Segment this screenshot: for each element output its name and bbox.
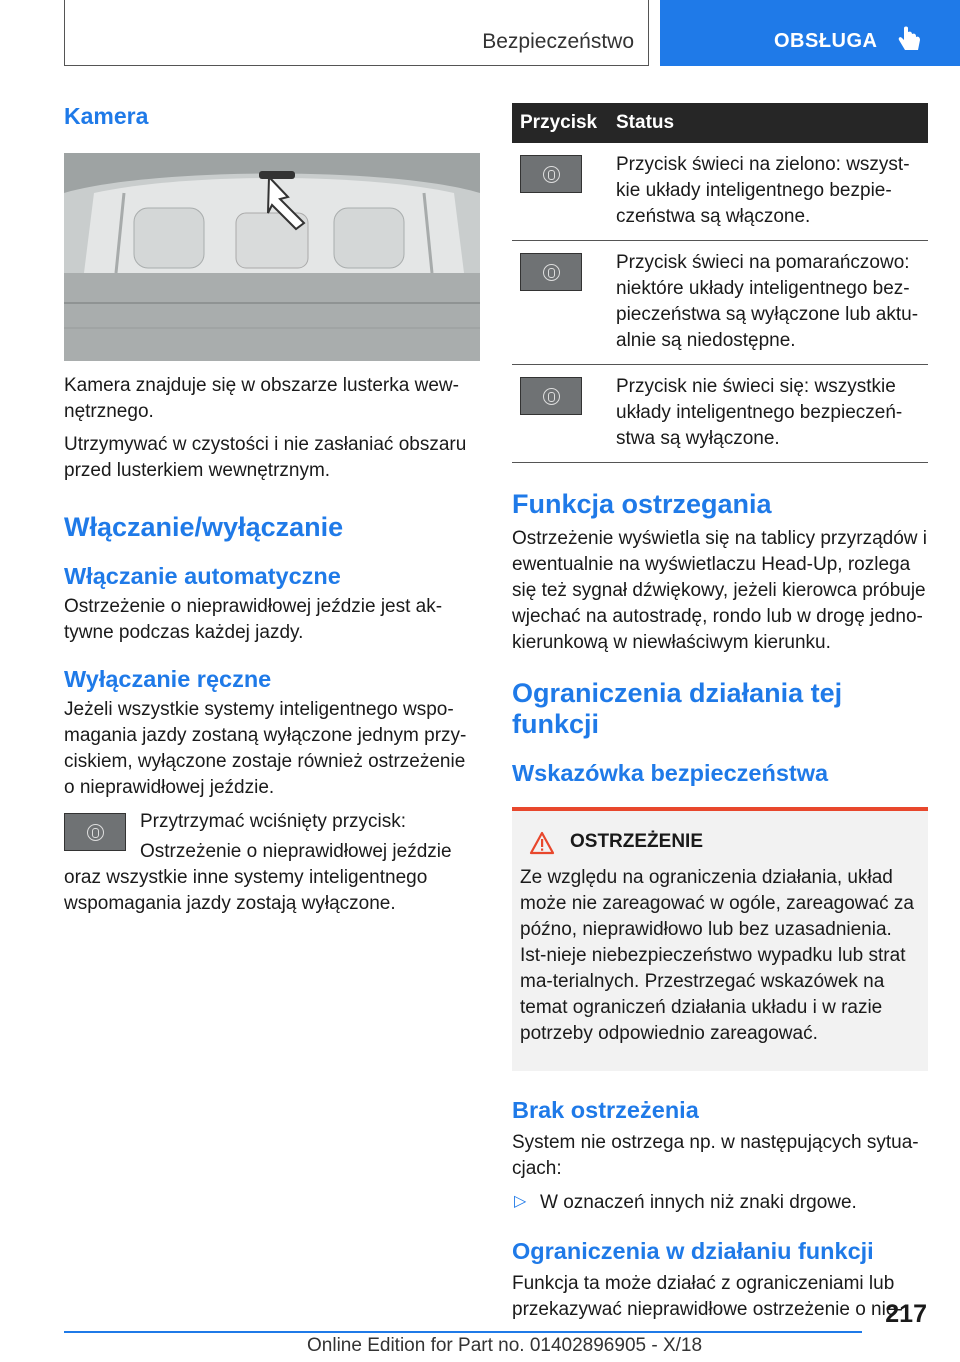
heading-wylaczanie-reczne: Wyłączanie ręczne [64,666,272,692]
warning-text: Ze względu na ograniczenia działania, układ może nie zareagować w ogóle, zareagować za późno, nieprawidłowo lub bez uzasadnienia. Ist-nieje niebezpieczeństwo wypadku lub strat ma-terialnych. Przestrzegać wskazówek na temat ograniczeń działania układu i w razie potrzeby odpowiednio zareagować. [520,867,914,1044]
footer-divider [64,1331,862,1333]
right-column [512,103,928,1323]
table-row [512,365,928,463]
heading-wlaczanie: Włączanie/wyłączanie [64,512,344,542]
bullet-list [512,1190,928,1216]
paragraph-ograniczenia-w-dzialaniu: Funkcja ta może działać z ograniczeniami lub przekazywać nieprawidłowe ostrzeżenie o nie- [512,1273,903,1320]
table-cell-status: Przycisk świeci na pomarańczowo: niektóre układy inteligentnego bez-pieczeństwa są wyłączone lub aktu-alnie są niedostępne. [608,241,928,365]
paragraph-przytrzymac: Przytrzymać wciśnięty przycisk: [140,811,407,832]
bullet-marker: ▷ [514,1193,527,1210]
safety-button-orange-icon [520,253,582,291]
header-section-title: Bezpieczeństwo [482,30,634,53]
table-cell-status: Przycisk nie świeci się: wszystkie układy inteligentnego bezpieczeń-stwa są wyłączone. [608,365,928,463]
table-row [512,241,928,365]
list-item: W oznaczeń innych niż znaki drgowe. [540,1192,857,1213]
header-section-tab [64,0,649,66]
button-instruction [64,809,480,861]
heading-ograniczenia: Ograniczenia działania tej funkcji [512,678,843,739]
header-chapter-tab [660,0,960,66]
warning-triangle-icon [529,831,555,855]
page-number: 217 [885,1300,927,1328]
paragraph-brak: System nie ostrzega np. w następujących sytua-cjach: [512,1132,919,1179]
table-header-przycisk: Przycisk [512,103,608,143]
table-row [512,143,928,241]
button-status-table [512,103,928,463]
heading-ograniczenia-w-dzialaniu: Ograniczenia w działaniu funkcji [512,1238,874,1264]
car-interior-illustration [64,153,480,361]
warning-title-row [520,831,920,859]
safety-button-green-icon [520,155,582,193]
paragraph-kamera-1: Kamera znajduje się w obszarze lusterka wew-nętrznego. [64,375,459,422]
footer-edition: Online Edition for Part no. 01402896905 - X/18 [307,1335,703,1356]
safety-button-off-icon [520,377,582,415]
header-chapter-title: OBSŁUGA [774,30,878,52]
paragraph-kamera-2: Utrzymywać w czystości i nie zasłaniać obszaru przed lusterkiem wewnętrznym. [64,434,467,481]
safety-button-icon [64,813,126,851]
heading-brak-ostrzezenia: Brak ostrzeżenia [512,1097,699,1123]
paragraph-funkcja: Ostrzeżenie wyświetla się na tablicy przyrządów i ewentualnie na wyświetlaczu Head-Up, rozlega się też sygnał dźwiękowy, jeżeli kierowca próbuje wjechać na autostradę, rondo lub w drogę jedno-kierunkową w niewłaściwym kierunku. [512,528,927,653]
hand-pointer-icon [898,26,922,54]
warning-title: OSTRZEŻENIE [570,831,704,852]
table-header-status: Status [608,103,928,143]
paragraph-auto: Ostrzeżenie o nieprawidłowej jeździe jest ak-tywne podczas każdej jazdy. [64,596,443,643]
heading-wlaczanie-automatyczne: Włączanie automatyczne [64,563,341,589]
heading-funkcja-ostrzegania: Funkcja ostrzegania [512,489,772,519]
warning-box [512,807,928,1071]
heading-wskazowka: Wskazówka bezpieczeństwa [512,760,829,786]
table-cell-status: Przycisk świeci na zielono: wszyst-kie układy inteligentnego bezpie-czeństwa są włączone. [608,143,928,241]
heading-kamera: Kamera [64,103,149,129]
paragraph-ostrzezenie: Ostrzeżenie o nieprawidłowej jeździe oraz wszystkie inne systemy inteligentnego wspomagania jazdy zostają wyłączone. [64,841,452,914]
left-column [64,100,480,917]
paragraph-reczne: Jeżeli wszystkie systemy inteligentnego wspo-magania jazdy zostaną wyłączone jednym przy-ciskiem, wyłączone zostaje również ostrzeżenie o nieprawidłowej jeździe. [64,699,467,798]
camera-interior-photo [64,153,480,361]
